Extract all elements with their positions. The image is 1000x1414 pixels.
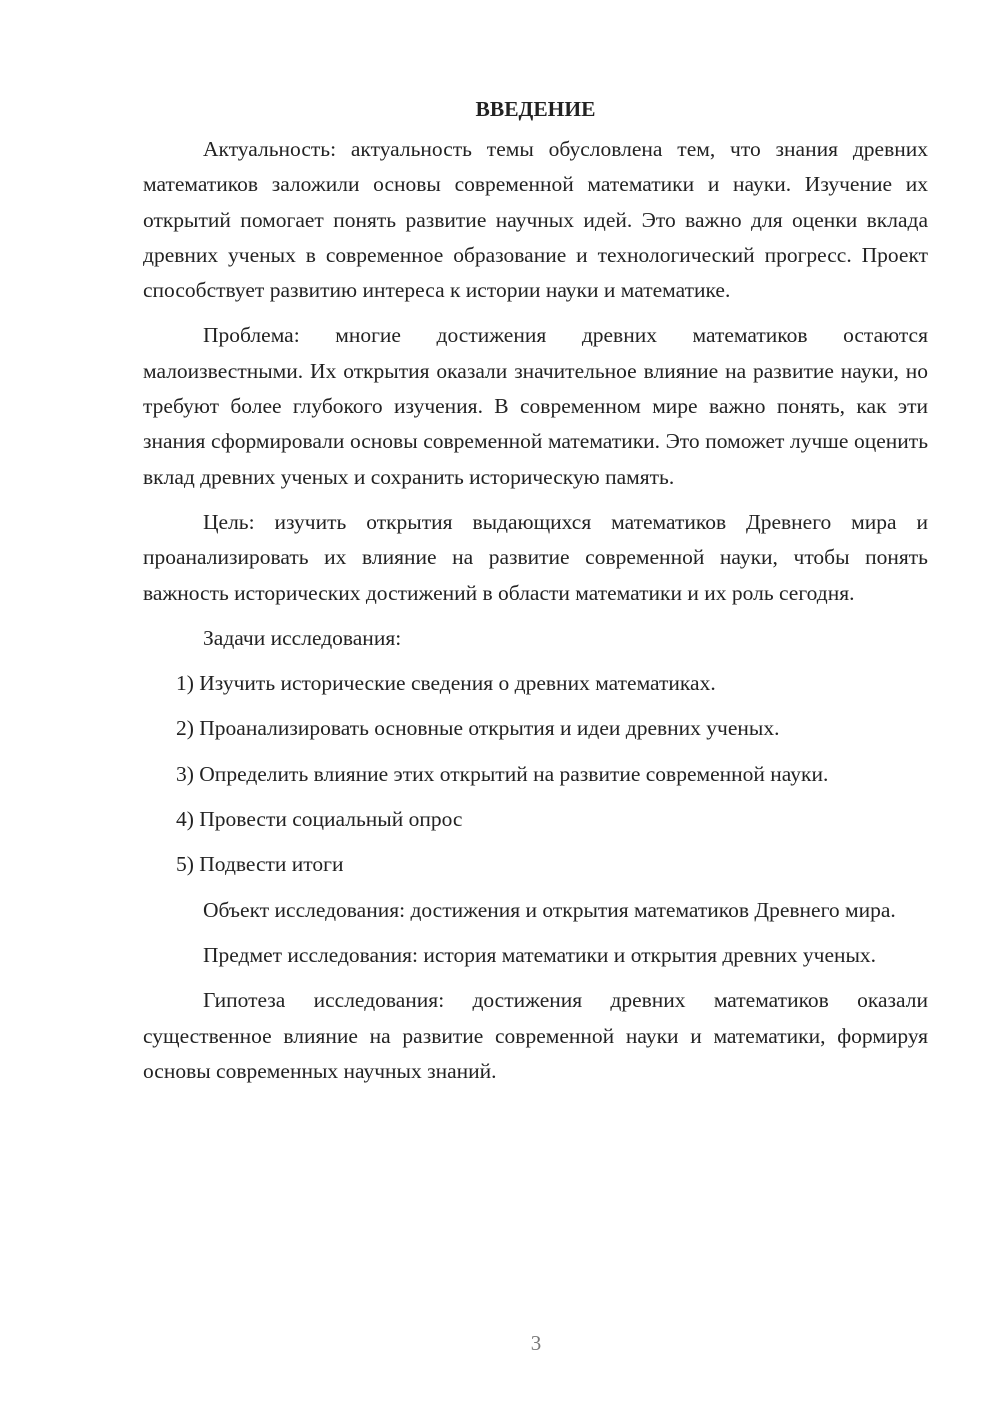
task-item: 1) Изучить исторические сведения о древних математиках. — [176, 671, 716, 696]
tasks-heading: Задачи исследования: — [203, 625, 402, 650]
object-paragraph: Объект исследования: достижения и открытия математиков Древнего мира. — [203, 897, 896, 922]
task-item: 3) Определить влияние этих открытий на развитие современной науки. — [176, 761, 829, 786]
relevance-paragraph: Актуальность: актуальность темы обусловлена тем, что знания древних математиков заложили основы современной математики и науки. Изучение их открытий помогает понять развитие научных идей. Это важно для оценки вклада древних ученых в современное образование и технологический прогресс. Проект способствует развитию интереса к истории науки и математике. — [143, 137, 928, 303]
page-content — [143, 92, 928, 1099]
page-number: 3 — [530, 1331, 542, 1355]
goal-paragraph: Цель: изучить открытия выдающихся математиков Древнего мира и проанализировать их влияние на развитие современной науки, чтобы понять важность исторических достижений в области математики и их роль сегодня. — [143, 509, 928, 605]
hypothesis-paragraph: Гипотеза исследования: достижения древних математиков оказали существенное влияние на развитие современной науки и математики, формируя основы современных научных знаний. — [143, 988, 928, 1083]
problem-paragraph: Проблема: многие достижения древних математиков остаются малоизвестными. Их открытия оказали значительное влияние на развитие науки, но требуют более глубокого изучения. В современном мире важно понять, как эти знания сформировали основы современной математики. Это поможет лучше оценить вклад древних ученых и сохранить историческую память. — [143, 323, 928, 489]
task-item: 5) Подвести итоги — [176, 852, 344, 877]
subject-paragraph: Предмет исследования: история математики и открытия древних ученых. — [203, 942, 877, 967]
task-item: 2) Проанализировать основные открытия и идеи древних ученых. — [176, 716, 780, 741]
task-item: 4) Провести социальный опрос — [176, 807, 463, 832]
section-title: ВВЕДЕНИЕ — [475, 97, 596, 121]
tasks-list — [143, 666, 928, 882]
